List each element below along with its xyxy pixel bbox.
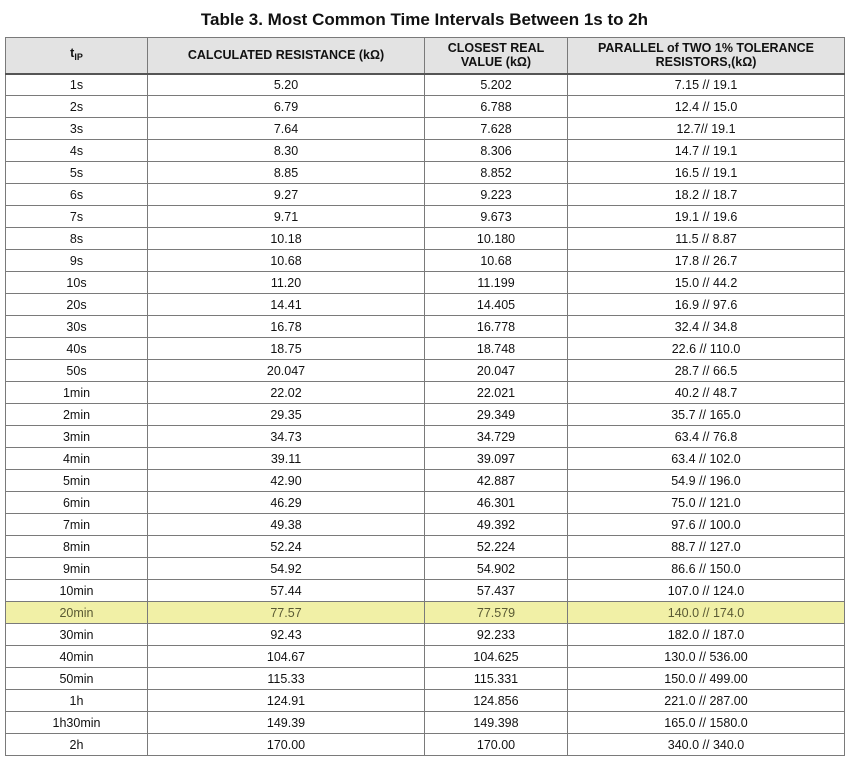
cell-calculated-resistance: 18.75 — [148, 338, 425, 360]
cell-time-interval: 50min — [6, 668, 148, 690]
header-parallel-resistors — [568, 38, 845, 74]
cell-calculated-resistance: 10.18 — [148, 228, 425, 250]
cell-closest-real-value: 10.180 — [425, 228, 568, 250]
table-row — [6, 294, 845, 316]
header-time-subscript: IP — [74, 52, 83, 63]
cell-parallel-resistors: 221.0 // 287.00 — [568, 690, 845, 712]
table-row-highlighted — [6, 602, 845, 624]
table-row — [6, 580, 845, 602]
table-row — [6, 536, 845, 558]
cell-time-interval: 50s — [6, 360, 148, 382]
header-time-interval — [6, 38, 148, 74]
cell-closest-real-value: 22.021 — [425, 382, 568, 404]
cell-time-interval: 3min — [6, 426, 148, 448]
cell-parallel-resistors: 150.0 // 499.00 — [568, 668, 845, 690]
table-row — [6, 712, 845, 734]
cell-closest-real-value: 124.856 — [425, 690, 568, 712]
cell-parallel-resistors: 18.2 // 18.7 — [568, 184, 845, 206]
time-interval-table — [5, 37, 845, 756]
table-row — [6, 206, 845, 228]
cell-calculated-resistance: 54.92 — [148, 558, 425, 580]
header-closest-line2: VALUE (kΩ) — [460, 55, 532, 70]
cell-calculated-resistance: 22.02 — [148, 382, 425, 404]
cell-time-interval: 10min — [6, 580, 148, 602]
cell-closest-real-value: 9.223 — [425, 184, 568, 206]
cell-parallel-resistors: 140.0 // 174.0 — [568, 602, 845, 624]
cell-parallel-resistors: 32.4 // 34.8 — [568, 316, 845, 338]
cell-time-interval: 40s — [6, 338, 148, 360]
cell-parallel-resistors: 182.0 // 187.0 — [568, 624, 845, 646]
cell-closest-real-value: 8.306 — [425, 140, 568, 162]
cell-time-interval: 1h30min — [6, 712, 148, 734]
cell-closest-real-value: 42.887 — [425, 470, 568, 492]
cell-parallel-resistors: 63.4 // 102.0 — [568, 448, 845, 470]
header-calculated-resistance: CALCULATED RESISTANCE (kΩ) — [148, 38, 425, 74]
cell-time-interval: 2h — [6, 734, 148, 756]
cell-closest-real-value: 18.748 — [425, 338, 568, 360]
cell-closest-real-value: 34.729 — [425, 426, 568, 448]
table-row — [6, 250, 845, 272]
cell-calculated-resistance: 42.90 — [148, 470, 425, 492]
cell-closest-real-value: 52.224 — [425, 536, 568, 558]
header-parallel-line1: PARALLEL of TWO 1% TOLERANCE — [598, 41, 814, 56]
cell-closest-real-value: 14.405 — [425, 294, 568, 316]
cell-calculated-resistance: 92.43 — [148, 624, 425, 646]
cell-time-interval: 2min — [6, 404, 148, 426]
header-closest-real-value — [425, 38, 568, 74]
cell-closest-real-value: 149.398 — [425, 712, 568, 734]
cell-time-interval: 6min — [6, 492, 148, 514]
cell-calculated-resistance: 57.44 — [148, 580, 425, 602]
table-row — [6, 514, 845, 536]
cell-parallel-resistors: 14.7 // 19.1 — [568, 140, 845, 162]
header-closest-line1: CLOSEST REAL — [447, 41, 545, 56]
cell-closest-real-value: 6.788 — [425, 96, 568, 118]
cell-parallel-resistors: 54.9 // 196.0 — [568, 470, 845, 492]
cell-closest-real-value: 11.199 — [425, 272, 568, 294]
table-row — [6, 140, 845, 162]
table-row — [6, 690, 845, 712]
cell-parallel-resistors: 12.7// 19.1 — [568, 118, 845, 140]
cell-time-interval: 6s — [6, 184, 148, 206]
cell-calculated-resistance: 34.73 — [148, 426, 425, 448]
cell-closest-real-value: 49.392 — [425, 514, 568, 536]
cell-time-interval: 4s — [6, 140, 148, 162]
cell-time-interval: 30min — [6, 624, 148, 646]
header-row — [6, 38, 845, 74]
cell-time-interval: 1s — [6, 74, 148, 96]
cell-parallel-resistors: 88.7 // 127.0 — [568, 536, 845, 558]
cell-calculated-resistance: 115.33 — [148, 668, 425, 690]
cell-calculated-resistance: 46.29 — [148, 492, 425, 514]
table-row — [6, 360, 845, 382]
table-row — [6, 734, 845, 756]
cell-calculated-resistance: 9.27 — [148, 184, 425, 206]
table-row — [6, 118, 845, 140]
cell-time-interval: 3s — [6, 118, 148, 140]
cell-time-interval: 20min — [6, 602, 148, 624]
cell-calculated-resistance: 6.79 — [148, 96, 425, 118]
cell-closest-real-value: 92.233 — [425, 624, 568, 646]
cell-calculated-resistance: 49.38 — [148, 514, 425, 536]
table-row — [6, 338, 845, 360]
table-row — [6, 492, 845, 514]
cell-parallel-resistors: 16.9 // 97.6 — [568, 294, 845, 316]
cell-closest-real-value: 115.331 — [425, 668, 568, 690]
table-row — [6, 162, 845, 184]
cell-parallel-resistors: 86.6 // 150.0 — [568, 558, 845, 580]
table-row — [6, 316, 845, 338]
table-row — [6, 668, 845, 690]
table-row — [6, 272, 845, 294]
cell-time-interval: 7min — [6, 514, 148, 536]
table-row — [6, 470, 845, 492]
table-row — [6, 96, 845, 118]
cell-closest-real-value: 39.097 — [425, 448, 568, 470]
cell-calculated-resistance: 10.68 — [148, 250, 425, 272]
cell-parallel-resistors: 22.6 // 110.0 — [568, 338, 845, 360]
cell-time-interval: 30s — [6, 316, 148, 338]
cell-parallel-resistors: 63.4 // 76.8 — [568, 426, 845, 448]
cell-calculated-resistance: 11.20 — [148, 272, 425, 294]
table-row — [6, 382, 845, 404]
cell-parallel-resistors: 107.0 // 124.0 — [568, 580, 845, 602]
cell-parallel-resistors: 165.0 // 1580.0 — [568, 712, 845, 734]
cell-calculated-resistance: 7.64 — [148, 118, 425, 140]
cell-closest-real-value: 20.047 — [425, 360, 568, 382]
cell-closest-real-value: 77.579 — [425, 602, 568, 624]
cell-time-interval: 9s — [6, 250, 148, 272]
cell-parallel-resistors: 75.0 // 121.0 — [568, 492, 845, 514]
cell-calculated-resistance: 170.00 — [148, 734, 425, 756]
header-parallel-line2: RESISTORS,(kΩ) — [655, 55, 757, 70]
cell-parallel-resistors: 7.15 // 19.1 — [568, 74, 845, 96]
cell-time-interval: 4min — [6, 448, 148, 470]
cell-time-interval: 20s — [6, 294, 148, 316]
cell-parallel-resistors: 16.5 // 19.1 — [568, 162, 845, 184]
cell-closest-real-value: 7.628 — [425, 118, 568, 140]
cell-calculated-resistance: 8.30 — [148, 140, 425, 162]
table-body — [6, 74, 845, 756]
cell-calculated-resistance: 8.85 — [148, 162, 425, 184]
cell-calculated-resistance: 16.78 — [148, 316, 425, 338]
cell-parallel-resistors: 17.8 // 26.7 — [568, 250, 845, 272]
table-row — [6, 426, 845, 448]
cell-time-interval: 1min — [6, 382, 148, 404]
cell-closest-real-value: 104.625 — [425, 646, 568, 668]
cell-calculated-resistance: 149.39 — [148, 712, 425, 734]
cell-closest-real-value: 16.778 — [425, 316, 568, 338]
cell-closest-real-value: 5.202 — [425, 74, 568, 96]
cell-closest-real-value: 57.437 — [425, 580, 568, 602]
table-row — [6, 448, 845, 470]
table-row — [6, 228, 845, 250]
cell-parallel-resistors: 97.6 // 100.0 — [568, 514, 845, 536]
cell-parallel-resistors: 19.1 // 19.6 — [568, 206, 845, 228]
cell-parallel-resistors: 12.4 // 15.0 — [568, 96, 845, 118]
cell-time-interval: 40min — [6, 646, 148, 668]
cell-calculated-resistance: 77.57 — [148, 602, 425, 624]
cell-parallel-resistors: 15.0 // 44.2 — [568, 272, 845, 294]
cell-closest-real-value: 46.301 — [425, 492, 568, 514]
cell-calculated-resistance: 20.047 — [148, 360, 425, 382]
cell-time-interval: 1h — [6, 690, 148, 712]
cell-parallel-resistors: 11.5 // 8.87 — [568, 228, 845, 250]
cell-calculated-resistance: 52.24 — [148, 536, 425, 558]
table-row — [6, 624, 845, 646]
cell-parallel-resistors: 35.7 // 165.0 — [568, 404, 845, 426]
cell-calculated-resistance: 39.11 — [148, 448, 425, 470]
table-row — [6, 184, 845, 206]
table-row — [6, 74, 845, 96]
cell-calculated-resistance: 104.67 — [148, 646, 425, 668]
cell-calculated-resistance: 124.91 — [148, 690, 425, 712]
cell-closest-real-value: 54.902 — [425, 558, 568, 580]
cell-calculated-resistance: 14.41 — [148, 294, 425, 316]
cell-closest-real-value: 10.68 — [425, 250, 568, 272]
cell-closest-real-value: 170.00 — [425, 734, 568, 756]
cell-parallel-resistors: 28.7 // 66.5 — [568, 360, 845, 382]
cell-time-interval: 8s — [6, 228, 148, 250]
cell-parallel-resistors: 340.0 // 340.0 — [568, 734, 845, 756]
cell-closest-real-value: 8.852 — [425, 162, 568, 184]
cell-calculated-resistance: 9.71 — [148, 206, 425, 228]
header-time-main: t — [70, 46, 75, 61]
cell-calculated-resistance: 5.20 — [148, 74, 425, 96]
cell-time-interval: 5min — [6, 470, 148, 492]
table-row — [6, 404, 845, 426]
cell-time-interval: 5s — [6, 162, 148, 184]
cell-time-interval: 2s — [6, 96, 148, 118]
cell-time-interval: 8min — [6, 536, 148, 558]
cell-calculated-resistance: 29.35 — [148, 404, 425, 426]
cell-time-interval: 7s — [6, 206, 148, 228]
cell-time-interval: 10s — [6, 272, 148, 294]
table-row — [6, 646, 845, 668]
cell-parallel-resistors: 40.2 // 48.7 — [568, 382, 845, 404]
cell-closest-real-value: 29.349 — [425, 404, 568, 426]
cell-time-interval: 9min — [6, 558, 148, 580]
cell-parallel-resistors: 130.0 // 536.00 — [568, 646, 845, 668]
cell-closest-real-value: 9.673 — [425, 206, 568, 228]
table-title: Table 3. Most Common Time Intervals Between 1s to 2h — [200, 10, 649, 29]
table-row — [6, 558, 845, 580]
